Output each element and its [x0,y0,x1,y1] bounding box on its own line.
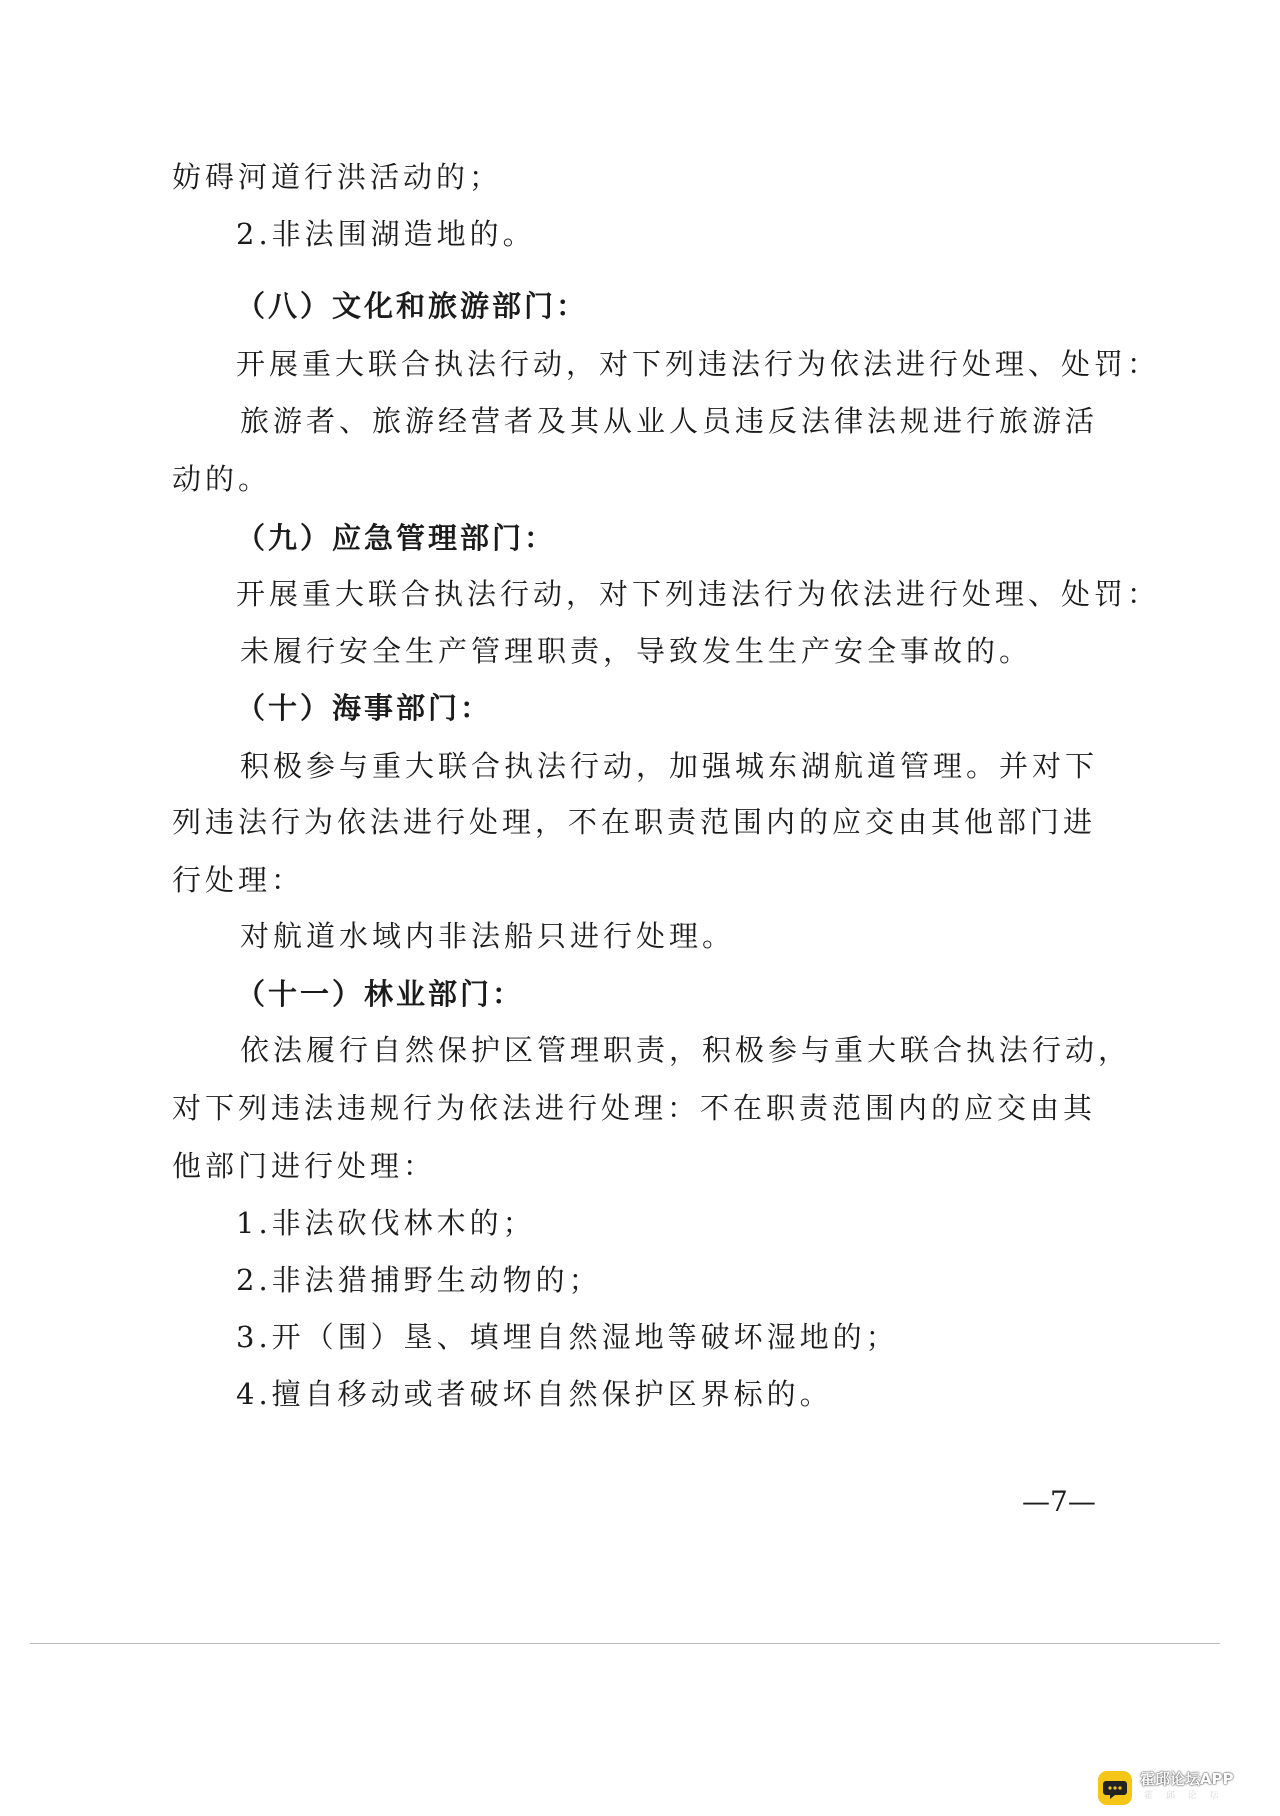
text-line: 动的。 [172,462,272,496]
watermark-tagline: 霍 邱 论 坛 [1144,1791,1224,1801]
text-line: 行处理： [172,863,305,897]
text-line: 未履行安全生产管理职责，导致发生生产安全事故的。 [240,634,1033,668]
text-line: 对航道水域内非法船只进行处理。 [240,919,736,953]
text-line: 开展重大联合执法行动，对下列违法行为依法进行处理、处罚： [236,577,1161,611]
page-edge-divider [30,1643,1220,1644]
text-line: 旅游者、旅游经营者及其从业人员违反法律法规进行旅游活 [240,404,1099,438]
section-heading: （十一）林业部门： [236,977,525,1011]
list-item: 3.开（围）垦、填埋自然湿地等破坏湿地的； [236,1320,899,1354]
page-number: —7— [1022,1485,1096,1518]
watermark-title: 霍邱论坛APP [1140,1770,1234,1788]
app-watermark [1098,1768,1270,1808]
text-line: 他部门进行处理： [172,1149,437,1183]
section-heading: （十）海事部门： [236,691,493,725]
list-item: 4.擅自移动或者破坏自然保护区界标的。 [236,1377,833,1411]
list-item: 2.非法围湖造地的。 [236,217,536,251]
list-item: 1.非法砍伐林木的； [236,1206,536,1240]
chat-bubble-icon [1098,1771,1132,1805]
section-heading: （九）应急管理部门： [236,521,557,555]
list-item: 2.非法猎捕野生动物的； [236,1263,602,1297]
text-line: 妨碍河道行洪活动的； [172,160,503,194]
text-line: 积极参与重大联合执法行动，加强城东湖航道管理。并对下 [240,749,1099,783]
text-line: 对下列违法违规行为依法进行处理：不在职责范围内的应交由其 [172,1091,1097,1125]
text-line: 依法履行自然保护区管理职责，积极参与重大联合执法行动， [240,1033,1132,1067]
text-line: 列违法行为依法进行处理，不在职责范围内的应交由其他部门进 [172,805,1097,839]
section-heading: （八）文化和旅游部门： [236,289,589,323]
text-line: 开展重大联合执法行动，对下列违法行为依法进行处理、处罚： [236,347,1161,381]
